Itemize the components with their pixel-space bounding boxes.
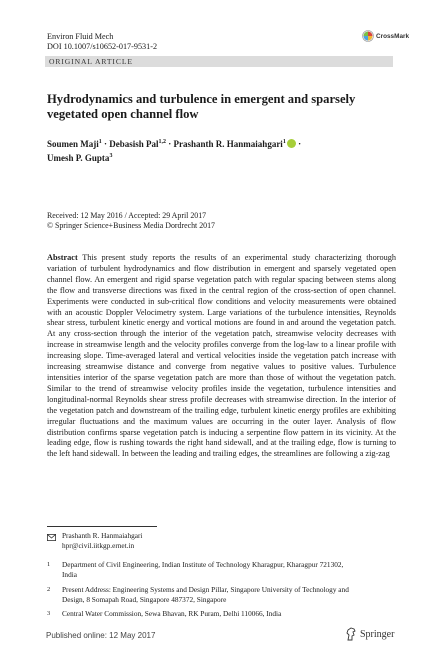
orcid-icon[interactable] — [287, 139, 296, 148]
author-separator: · — [295, 139, 302, 149]
crossmark-icon — [362, 30, 374, 42]
article-title-line-1: Hydrodynamics and turbulence in emergent and sparsely — [47, 92, 356, 106]
affiliation-line: Design, 8 Somapah Road, Singapore 487372, Singapore — [62, 595, 227, 604]
copyright-line: © Springer Science+Business Media Dordrecht 2017 — [47, 221, 216, 230]
journal-name: Environ Fluid Mech — [47, 32, 114, 41]
section-label: ORIGINAL ARTICLE — [49, 57, 133, 66]
affiliation-2 — [62, 585, 395, 605]
corresponding-author-email[interactable]: hpr@civil.iitkgp.ernet.in — [62, 541, 135, 550]
corresponding-author-name: Prashanth R. Hanmaiahgari — [62, 531, 143, 540]
affiliation-line: Present Address: Engineering Systems and Design Pillar, Singapore University of Technology and — [62, 585, 349, 594]
author-affiliation-ref: 3 — [109, 153, 113, 159]
affiliation-3 — [62, 609, 395, 619]
corresponding-author — [62, 531, 142, 551]
author-separator: · — [101, 139, 110, 149]
footnote-divider — [47, 526, 157, 527]
author-name[interactable]: Prashanth R. Hanmaiahgari — [173, 139, 283, 149]
author-list — [47, 136, 397, 164]
doi[interactable]: DOI 10.1007/s10652-017-9531-2 — [47, 42, 158, 51]
footnote-number: 2 — [47, 586, 51, 593]
crossmark-badge[interactable] — [362, 28, 410, 44]
received-accepted-dates: Received: 12 May 2016 / Accepted: 29 April 2017 — [47, 211, 207, 220]
affiliation-1 — [62, 560, 395, 580]
springer-horse-icon — [345, 627, 357, 641]
affiliation-line: India — [62, 570, 77, 579]
article-history — [47, 211, 215, 231]
article-title — [47, 92, 397, 122]
affiliation-line: Central Water Commission, Sewa Bhavan, RK Puram, Delhi 110066, India — [62, 609, 282, 618]
footnote-number: 3 — [47, 610, 51, 617]
publisher-name: Springer — [360, 628, 395, 640]
author-affiliation-ref: 1 — [98, 139, 102, 145]
author-affiliation-ref: 1 — [282, 139, 286, 145]
affiliation-line: Department of Civil Engineering, Indian Institute of Technology Kharagpur, Kharagpur 721302, — [62, 560, 344, 569]
publisher-logo[interactable] — [345, 627, 394, 641]
article-title-line-2: vegetated open channel flow — [47, 107, 199, 121]
author-affiliation-ref: 1,2 — [158, 139, 167, 145]
email-icon — [47, 534, 56, 541]
author-name[interactable]: Debasish Pal — [109, 139, 159, 149]
abstract-body: This present study reports the results of an experimental study characterizing thorough variation of turbulent hydrodynamics and flow distribution in emergent and sparsely vegetated open channel flow. An emergent and rigid sparse vegetation patch with regular spacing between stems along the flow and transverse directions was fixed in the central region of the cross-section of open channel. Experiments were conducted in sub-critical flow conditions and velocity measurements were obtained with an acoustic Doppler Velocimetry system. Large variations of the turbulence intensities, Reynolds shear stress, turbulent kinetic energy and vortical motions are found in and around the vegetation patch. At any cross-section through the interior of the vegetation patch, streamwise velocity decreases with increase in streamwise length and the velocity profiles converge from the log-law to a linear profile with increasing slope. Time-averaged lateral and vertical velocities inside the vegetation patch increase with increasing streamwise distance and converge from negative values to positive values. Turbulence intensities interior of the sparse vegetation patch are more than those of without the vegetation patch. Similar to the trend of streamwise velocity profiles inside the vegetation, turbulence intensities and longitudinal-normal Reynolds shear stress profile decreases with streamwise direction. In the interior of the vegetation patch and downstream of the trailing edge, turbulent kinetic energy profiles are exhibiting irregular fluctuations and the maximum values are occurring in the outer layer. Analysis of flow distribution confirms sparse vegetation patch is inducing a serpentine flow pattern in its vicinity. At the leading edge, flow is rushing towards the right hand sidewall, and at the trailing edge, flow is turning to the left hand sidewall. In between the leading and trailing edges, the streamlines are following a zig-zag — [47, 253, 396, 459]
crossmark-label: CrossMark — [376, 32, 410, 40]
author-name[interactable]: Umesh P. Gupta — [47, 153, 110, 163]
author-name[interactable]: Soumen Maji — [47, 139, 99, 149]
published-online: Published online: 12 May 2017 — [46, 631, 156, 640]
abstract — [47, 253, 396, 460]
abstract-heading: Abstract — [47, 253, 78, 262]
author-separator: · — [166, 139, 174, 149]
footnote-number: 1 — [47, 561, 51, 568]
